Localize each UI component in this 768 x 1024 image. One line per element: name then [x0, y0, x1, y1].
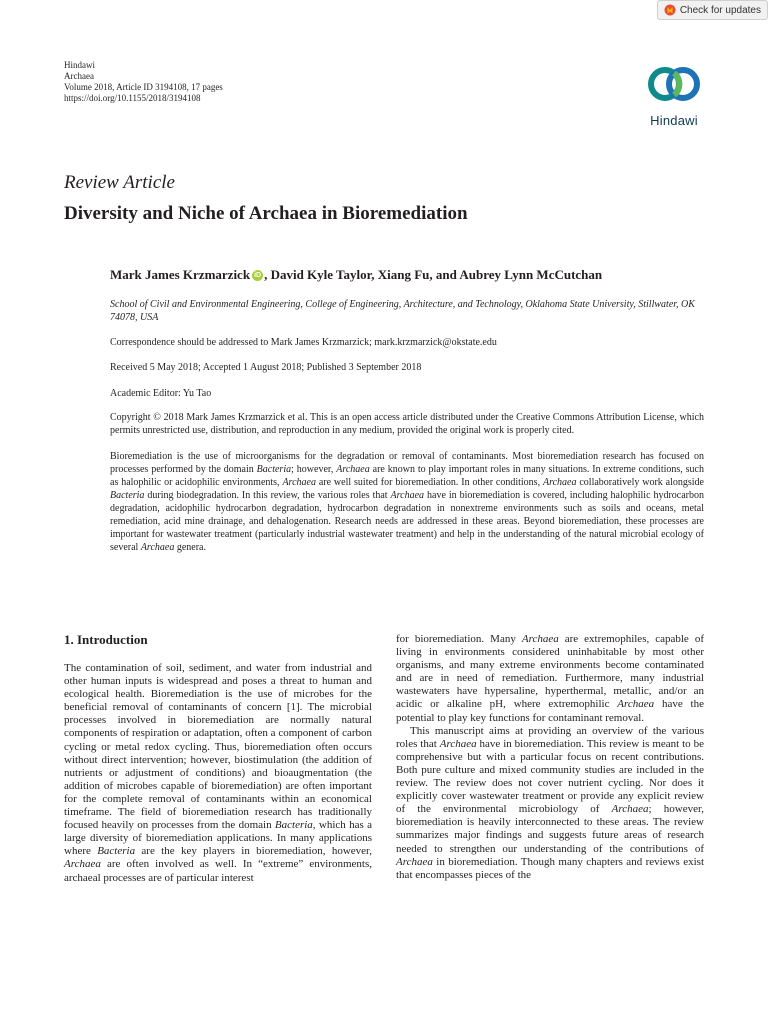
academic-editor: Academic Editor: Yu Tao: [110, 388, 212, 399]
crossmark-icon: [664, 4, 676, 16]
publication-dates: Received 5 May 2018; Accepted 1 August 2018; Published 3 September 2018: [110, 362, 422, 373]
intro-paragraph: The contamination of soil, sediment, and water from industrial and other human inputs is widespread and poses a threat to human and ecological health. Bioremediation is the use of microbes for the beneficial removal of contaminants of concern [1]. The microbial processes involved in bioremediation are normally natural components of respiration or adaptation, often a component of carbon cycling or metal redox cycling. Thus, bioremediation often occurs without direct intervention; however, biostimulation (the addition of nutrients or adjustment of conditions) and bioaugmentation (the addition of microbes capable of bioremediation) are often important for the complete removal of contaminants within an economical timeframe. The field of bioremediation research has traditionally focused heavily on processes from the domain Bacteria, which has a large diversity of bioremediation applications. In many applications where Bacteria are the key players in bioremediation, however, Archaea are often involved as well. In “extreme” environments, archaeal processes are of particular interest: [64, 662, 372, 884]
article-title: Diversity and Niche of Archaea in Bioremediation: [64, 203, 468, 224]
hindawi-logo-text: Hindawi: [650, 113, 698, 128]
check-for-updates-label: Check for updates: [679, 4, 761, 16]
intro-column-right: [396, 633, 704, 882]
abstract: Bioremediation is the use of microorganisms for the degradation or removal of contaminants. Most bioremediation research has focused on processes performed by the domain Bacteria; however, Archaea are known to play important roles in many situations. In extreme conditions, such as halophilic or acidophilic environments, Archaea are well suited for bioremediation. In other conditions, Archaea collaboratively work alongside Bacteria during biodegradation. In this review, the various roles that Archaea have in bioremediation is covered, including halophilic hydrocarbon degradation, acidophilic hydrocarbon degradation, hydrocarbon degradation in nonextreme environments such as soils and oceans, metal remediation, acid mine drainage, and dehalogenation. Research needs are addressed in these areas. Beyond bioremediation, these processes are important for wastewater treatment (particularly industrial wastewater treatment) and help in the understanding of the natural microbial ecology of several Archaea genera.: [110, 451, 705, 553]
other-authors: , David Kyle Taylor, Xiang Fu, and Aubrey Lynn McCutchan: [264, 267, 603, 282]
intro-column-left: [64, 662, 372, 885]
affiliation: School of Civil and Environmental Engineering, College of Engineering, Architecture, and Technology, Oklahoma State University, Stillwater, OK 74078, USA: [110, 299, 695, 323]
orcid-icon[interactable]: iD: [254, 271, 262, 279]
intro-paragraph: for bioremediation. Many Archaea are extremophiles, capable of living in environments considered uninhabitable by most other organisms, and many extreme environments become contaminated and are in need of remediation. Furthermore, many industrial wastewaters have hypersaline, hyperthermal, metallic, and/or an acidic or alkaline pH, where extremophilic Archaea have the potential to play key functions for contaminant removal.: [396, 633, 704, 724]
hindawi-logo: [634, 60, 714, 128]
section-heading-introduction: 1. Introduction: [64, 632, 148, 647]
correspondence: Correspondence should be addressed to Mark James Krzmarzick; mark.krzmarzick@okstate.edu: [110, 337, 497, 348]
journal-name: Archaea: [64, 71, 94, 81]
copyright-notice: Copyright © 2018 Mark James Krzmarzick et al. This is an open access article distributed under the Creative Commons Attribution License, which permits unrestricted use, distribution, and reproduction in any medium, provided the original work is properly cited.: [110, 412, 704, 436]
author-list: [110, 267, 602, 283]
publisher-name: Hindawi: [64, 60, 95, 70]
hindawi-logo-icon: [644, 60, 704, 110]
article-type: Review Article: [64, 172, 175, 193]
intro-paragraph: This manuscript aims at providing an overview of the various roles that Archaea have in bioremediation. This review is meant to be comprehensive but with a particular focus on recent contributions. Both pure culture and mixed community studies are included in the review. The review does not cover nutrient cycling. Nor does it explicitly cover wastewater treatment or provide any explicit review of the environmental microbiology of Archaea; however, bioremediation is heavily interconnected to these areas. The review summarizes major findings and suggests future areas of research needed to strengthen our understanding of the contributions of Archaea in bioremediation. Though many chapters and reviews exist that encompasses pieces of the: [396, 724, 704, 881]
first-author: Mark James Krzmarzick: [110, 267, 251, 282]
volume-line: Volume 2018, Article ID 3194108, 17 pages: [64, 82, 223, 92]
doi-link[interactable]: https://doi.org/10.1155/2018/3194108: [64, 93, 201, 103]
article-meta: [64, 60, 223, 104]
check-for-updates-button[interactable]: [657, 0, 768, 20]
